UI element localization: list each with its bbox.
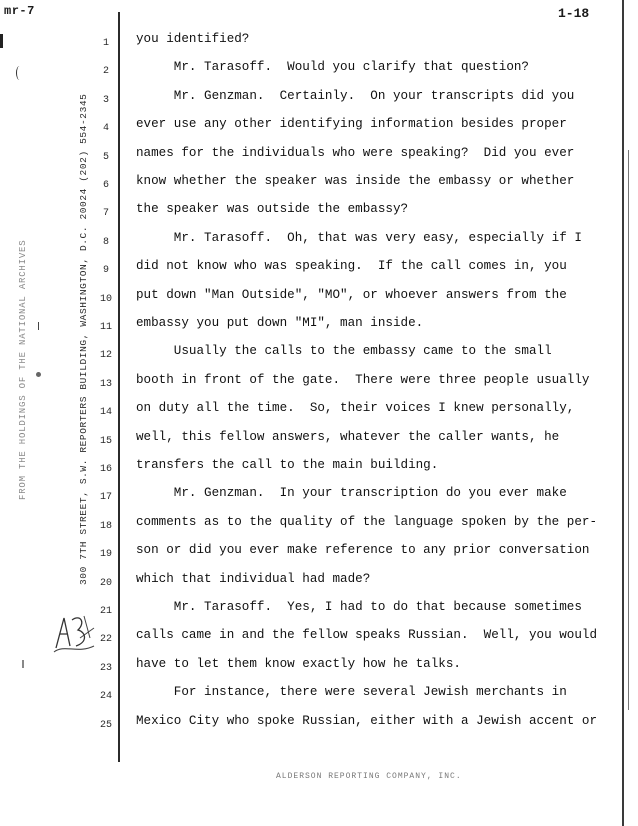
line-number: 4: [102, 123, 109, 135]
transcript-line: know whether the speaker was inside the embassy or whether: [136, 174, 575, 188]
line-number: 17: [99, 492, 112, 504]
line-number: 19: [99, 549, 112, 561]
reporter-address-sidebar: 300 7TH STREET, S.W. REPORTERS BUILDING, WASHINGTON, D.C. 20024 (202) 554-2345: [78, 93, 89, 585]
line-number: 14: [99, 407, 112, 419]
line-number: 25: [99, 719, 112, 731]
transcript-line: the speaker was outside the embassy?: [136, 202, 409, 217]
right-inner-rule: [628, 150, 629, 710]
transcript-line: calls came in and the fellow speaks Russian. Well, you would: [136, 628, 598, 643]
line-number: 18: [99, 520, 112, 532]
line-number: 10: [99, 293, 112, 305]
transcript-line: you identified?: [136, 32, 250, 46]
line-number: 15: [99, 435, 112, 447]
transcript-line: well, this fellow answers, whatever the caller wants, he: [136, 429, 560, 444]
scan-mark: [0, 34, 3, 48]
archive-holdings-sidebar: FROM THE HOLDINGS OF THE NATIONAL ARCHIVES: [18, 239, 28, 500]
transcript-line: ever use any other identifying information besides proper: [136, 117, 567, 132]
transcript-line: For instance, there were several Jewish merchants in: [136, 685, 567, 700]
transcript-line: names for the individuals who were speaking? Did you ever: [136, 145, 575, 160]
line-number: 7: [102, 208, 109, 220]
line-number: 9: [102, 265, 109, 277]
line-number: 22: [99, 634, 112, 646]
line-number: 5: [102, 151, 109, 163]
transcript-line: Mr. Genzman. Certainly. On your transcripts did you: [136, 88, 575, 103]
scan-mark: [16, 66, 23, 80]
line-number: 16: [99, 464, 112, 475]
transcript-line: have to let them know exactly how he talks.: [136, 656, 461, 671]
line-number: 23: [99, 662, 112, 674]
page-number: 1-18: [558, 6, 590, 21]
line-number: 3: [102, 94, 109, 106]
transcript-line: Mr. Tarasoff. Would you clarify that question?: [136, 60, 529, 75]
line-number: 24: [99, 691, 112, 703]
transcript-line: Mr. Tarasoff. Oh, that was very easy, especially if I: [136, 230, 582, 245]
scan-mark: [22, 660, 24, 668]
page-identifier: mr-7: [4, 4, 35, 18]
handwritten-initials-stamp: [50, 608, 98, 658]
line-number: 2: [102, 66, 109, 78]
transcript-line: comments as to the quality of the language spoken by the per-: [136, 514, 598, 529]
transcript-line: on duty all the time. So, their voices I knew personally,: [136, 401, 575, 416]
line-number: 12: [99, 350, 112, 362]
transcript-line: did not know who was speaking. If the call comes in, you: [136, 259, 567, 274]
transcript-line: Mexico City who spoke Russian, either with a Jewish accent or: [136, 713, 598, 728]
line-number: 13: [99, 378, 112, 390]
right-margin-rule: [622, 0, 624, 826]
line-number: 8: [102, 236, 109, 248]
line-number: 21: [99, 606, 112, 617]
reporting-company-footer: ALDERSON REPORTING COMPANY, INC.: [276, 772, 462, 781]
transcript-line: Mr. Genzman. In your transcription do you ever make: [136, 486, 567, 501]
transcript-line: son or did you ever make reference to any prior conversation: [136, 543, 590, 558]
line-number: 20: [99, 577, 112, 589]
line-number: 6: [102, 180, 109, 191]
transcript-line: Usually the calls to the embassy came to the small: [136, 344, 552, 359]
transcript-line: which that individual had made?: [136, 571, 371, 586]
transcript-line: booth in front of the gate. There were three people usually: [136, 372, 590, 387]
transcript-line: Mr. Tarasoff. Yes, I had to do that because sometimes: [136, 600, 582, 614]
scan-mark: [36, 372, 41, 377]
left-margin-rule: [118, 12, 120, 762]
scan-mark: [34, 322, 39, 330]
line-number: 1: [102, 38, 109, 49]
line-number: 11: [99, 322, 112, 333]
transcript-line: transfers the call to the main building.: [136, 458, 439, 472]
transcript-line: embassy you put down "MI", man inside.: [136, 316, 424, 330]
transcript-line: put down "Man Outside", "MO", or whoever answers from the: [136, 287, 567, 302]
